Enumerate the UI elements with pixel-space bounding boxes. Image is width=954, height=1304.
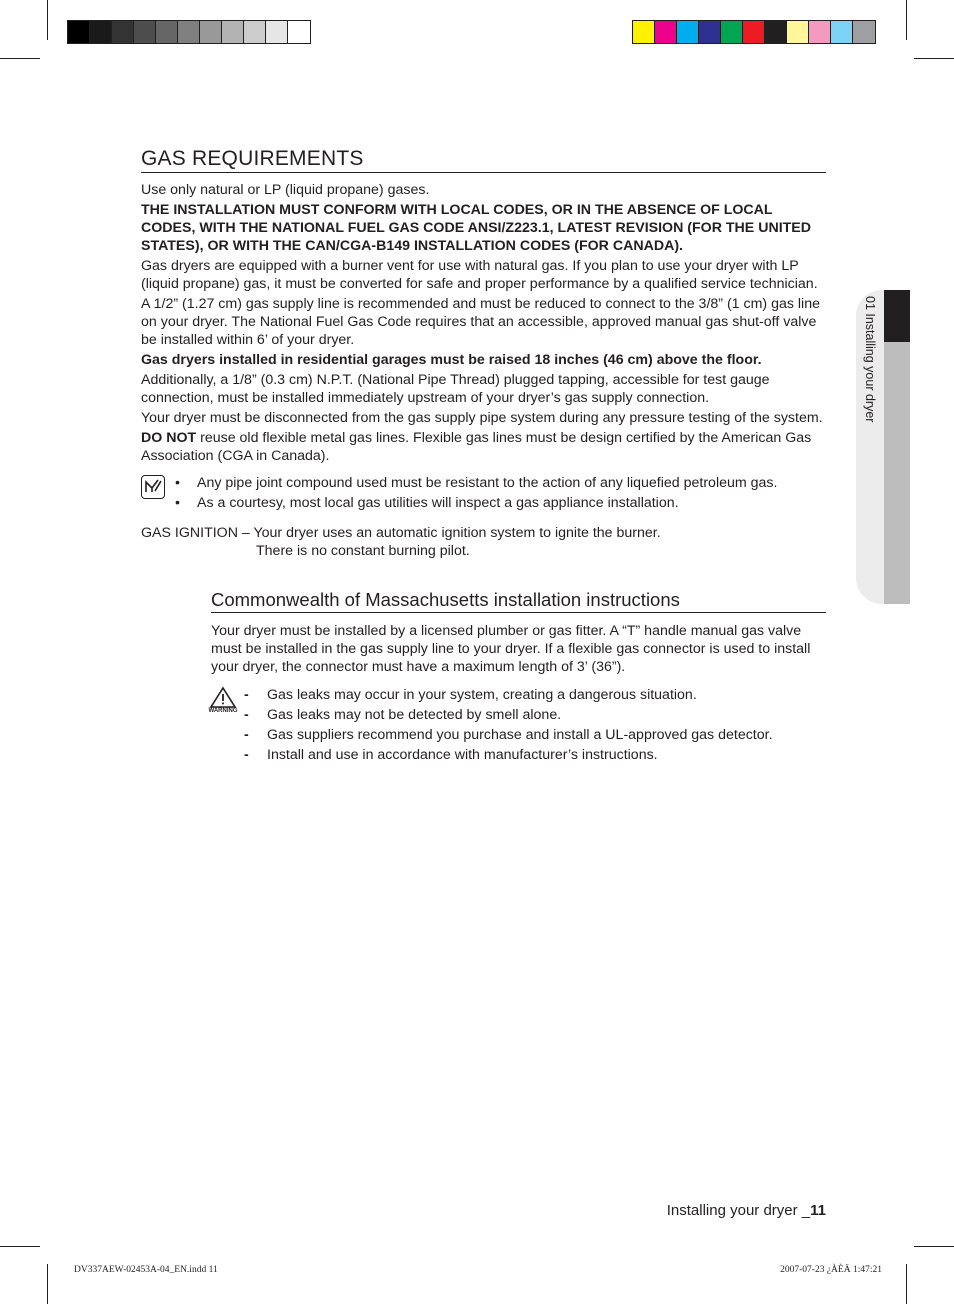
- color-swatch: [156, 21, 178, 43]
- gas-ignition: [141, 524, 826, 560]
- gas-ignition-text-2: There is no constant burning pilot.: [256, 543, 470, 559]
- section-title: Commonwealth of Massachusetts installation instructions: [211, 588, 826, 613]
- note-block: [141, 474, 826, 512]
- color-swatch: [743, 21, 765, 43]
- color-swatch: [266, 21, 288, 43]
- list-item: • Any pipe joint compound used must be resistant to the action of any liquefied petroleum gas.: [175, 474, 826, 492]
- list-item: - Gas leaks may occur in your system, creating a dangerous situation.: [244, 686, 826, 704]
- code-paragraph: THE INSTALLATION MUST CONFORM WITH LOCAL CODES, OR IN THE ABSENCE OF LOCAL CODES, WITH THE NATIONAL FUEL GAS CODE ANSI/Z223.1, LATEST REVISION (FOR THE UNITED STATES), OR WITH THE CAN/CGA-B149 INSTALLATION CODES (FOR CANADA).: [141, 202, 812, 254]
- slug-file: DV337AEW-02453A-04_EN.indd 11: [74, 1265, 218, 1275]
- paragraph: Your dryer must be disconnected from the gas supply pipe system during any pressure testing of the system.: [141, 410, 823, 426]
- paragraph: Your dryer must be installed by a licensed plumber or gas fitter. A “T” handle manual gas valve must be installed in the gas supply line to your dryer. If a flexible gas connector is used to install your dryer, the connector must have a maximum length of 3’ (36”).: [211, 623, 811, 675]
- gas-ignition-label: GAS IGNITION: [141, 525, 238, 541]
- grayscale-bar: [67, 20, 311, 44]
- warning-label: WARNING: [208, 708, 238, 714]
- color-bar: [632, 20, 876, 44]
- crop-mark: [47, 0, 48, 40]
- footer-text: Installing your dryer _: [666, 1202, 811, 1219]
- color-swatch: [178, 21, 200, 43]
- color-swatch: [200, 21, 222, 43]
- color-swatch: [68, 21, 90, 43]
- color-swatch: [112, 21, 134, 43]
- color-swatch: [787, 21, 809, 43]
- slug-date: 2007-07-23 ¿ÀÈÄ 1:47:21: [780, 1265, 882, 1275]
- crop-mark: [914, 58, 954, 59]
- warning-list: [211, 686, 826, 764]
- garage-paragraph: Gas dryers installed in residential garages must be raised 18 inches (46 cm) above the floor.: [141, 352, 762, 368]
- paragraph: [141, 429, 826, 465]
- crop-mark: [0, 1246, 40, 1247]
- list-item: • As a courtesy, most local gas utilities will inspect a gas appliance installation.: [175, 494, 826, 512]
- warning-icon: [205, 686, 241, 721]
- list-item: - Gas leaks may not be detected by smell alone.: [244, 706, 826, 724]
- chapter-tab-label: 01 Installing your dryer: [863, 296, 877, 423]
- gas-requirements-section: [141, 146, 826, 560]
- color-swatch: [244, 21, 266, 43]
- massachusetts-section: [208, 588, 826, 766]
- paragraph: Gas dryers are equipped with a burner vent for use with natural gas. If you plan to use your dryer with LP (liquid propane) gas, it must be converted for safe and proper performance by a qualified service technician.: [141, 258, 818, 292]
- color-swatch: [134, 21, 156, 43]
- crop-mark: [0, 58, 40, 59]
- crop-mark: [47, 1264, 48, 1304]
- list-item: - Install and use in accordance with manufacturer’s instructions.: [244, 746, 826, 764]
- color-swatch: [90, 21, 112, 43]
- list-item: - Gas suppliers recommend you purchase and install a UL-approved gas detector.: [244, 726, 826, 744]
- color-swatch: [721, 21, 743, 43]
- page-title: GAS REQUIREMENTS: [141, 146, 826, 173]
- color-swatch: [655, 21, 677, 43]
- color-swatch: [831, 21, 853, 43]
- color-swatch: [222, 21, 244, 43]
- color-swatch: [853, 21, 875, 43]
- color-swatch: [699, 21, 721, 43]
- page-footer: [667, 1202, 826, 1219]
- do-not-label: DO NOT: [141, 430, 197, 446]
- color-swatch: [288, 21, 310, 43]
- chapter-tab-marker: [884, 290, 910, 342]
- note-icon: [141, 475, 165, 499]
- paragraph: Use only natural or LP (liquid propane) gases.: [141, 182, 430, 198]
- paragraph: Additionally, a 1/8” (0.3 cm) N.P.T. (National Pipe Thread) plugged tapping, accessible for test gauge connection, must be installed immediately upstream of your dryer’s gas supply connection.: [141, 372, 770, 406]
- gas-ignition-text: – Your dryer uses an automatic ignition system to ignite the burner.: [237, 525, 661, 541]
- color-swatch: [633, 21, 655, 43]
- color-swatch: [765, 21, 787, 43]
- crop-mark: [914, 1246, 954, 1247]
- page-number: 11: [810, 1202, 826, 1219]
- do-not-text: reuse old flexible metal gas lines. Flexible gas lines must be design certified by the American Gas Association (CGA in Canada).: [141, 430, 812, 464]
- warning-block: [208, 686, 826, 764]
- crop-mark: [906, 1264, 907, 1304]
- crop-mark: [906, 0, 907, 40]
- paragraph: A 1/2” (1.27 cm) gas supply line is recommended and must be reduced to connect to the 3/8” (1 cm) gas line on your dryer. The National Fuel Gas Code requires that an accessible, approved manual gas shut-off valve be installed within 6’ of your dryer.: [141, 296, 820, 348]
- color-swatch: [677, 21, 699, 43]
- note-list: [141, 474, 826, 512]
- color-swatch: [809, 21, 831, 43]
